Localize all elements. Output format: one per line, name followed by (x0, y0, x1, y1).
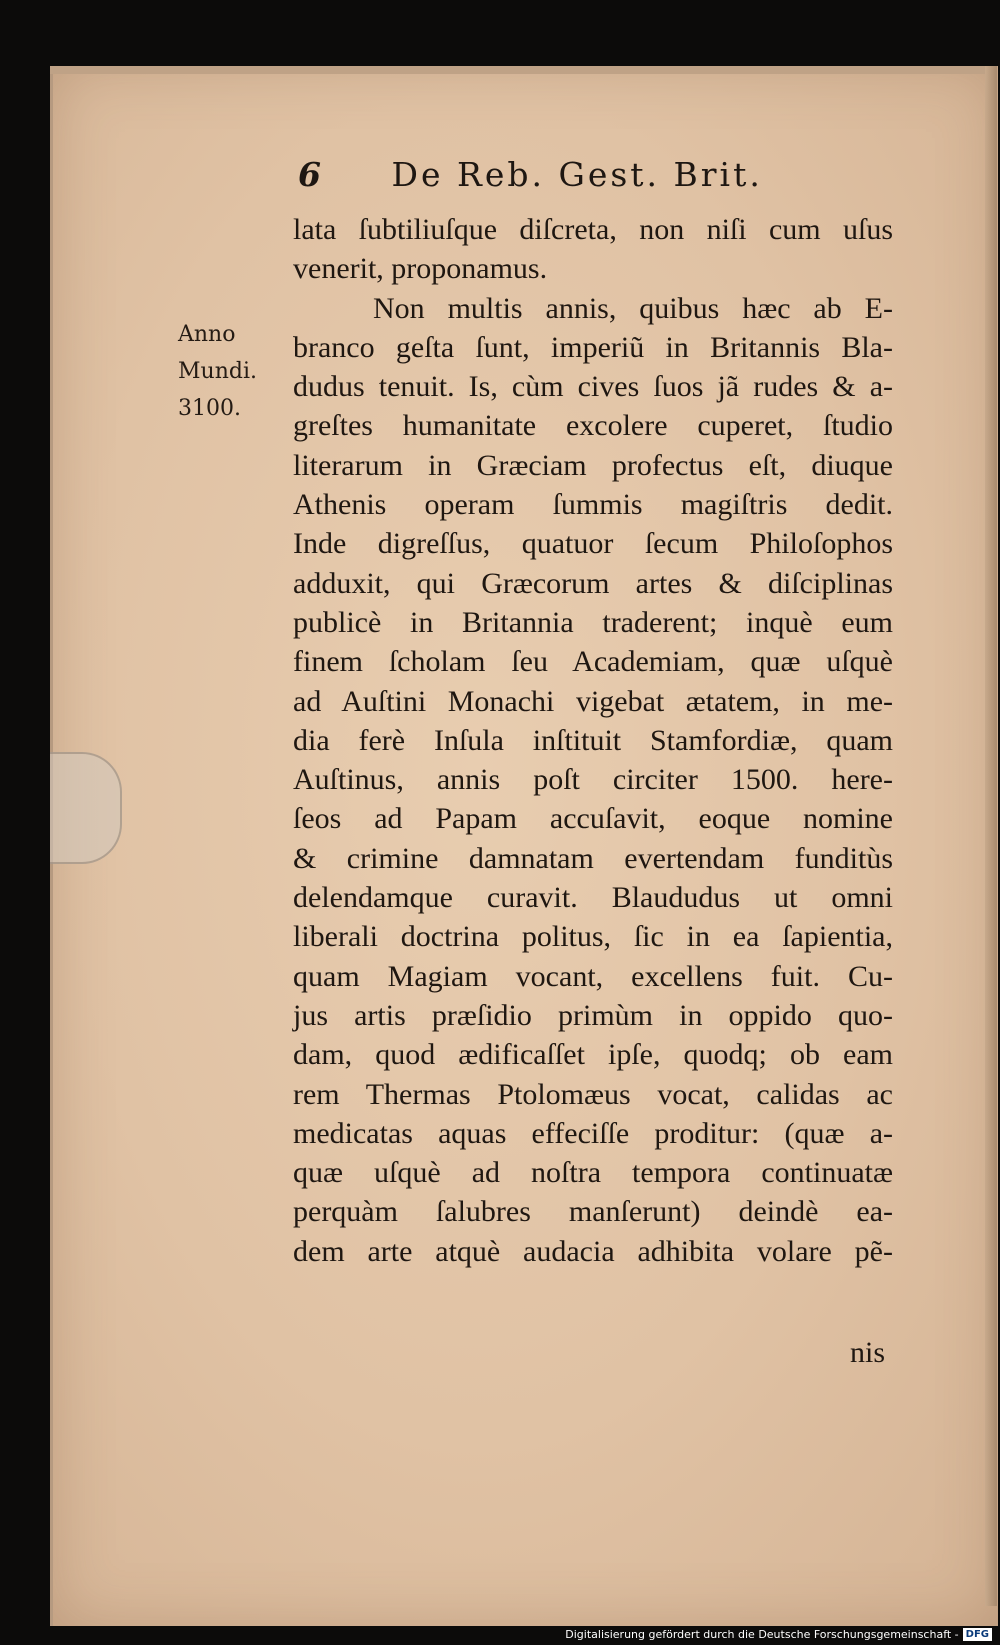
running-title: De Reb. Gest. Brit. (391, 155, 763, 194)
margin-note-line: Mundi. (178, 359, 257, 384)
text-line: dam, quod ædificaſſet ipſe, quodq; ob eam (293, 1038, 893, 1072)
text-line: greſtes humanitate excolere cuperet, ſtudio (293, 409, 893, 443)
text-line: Auſtinus, annis poſt circiter 1500. here- (293, 763, 893, 797)
text-line: publicè in Britannia traderent; inquè eum (293, 605, 893, 639)
text-line: jus artis præſidio primùm in oppido quo- (293, 998, 893, 1032)
page-number: 6 (298, 155, 324, 194)
margin-note-line: Anno (178, 322, 236, 347)
text-line: ad Auſtini Monachi vigebat ætatem, in me- (293, 684, 893, 718)
text-line: quam Magiam vocant, excellens fuit. Cu- (293, 959, 893, 993)
text-line: liberali doctrina politus, ſic in ea ſapientia, (293, 920, 893, 954)
text-line: dia ferè Inſula inſtituit Stamfordiæ, quam (293, 723, 893, 757)
page-right-edge (985, 66, 997, 1606)
catchword: nis (850, 1336, 886, 1369)
text-line: rem Thermas Ptolomæus vocat, calidas ac (293, 1077, 893, 1111)
text-line: Non multis annis, quibus hæc ab E- (373, 291, 893, 325)
body-text (293, 210, 893, 1271)
margin-note (178, 316, 257, 427)
running-header (298, 155, 858, 194)
text-line: delendamque curavit. Blaududus ut omni (293, 881, 893, 915)
text-line: Athenis operam ſummis magiſtris dedit. (293, 488, 893, 522)
text-line: perquàm ſalubres manſerunt) deindè ea- (293, 1195, 893, 1229)
text-line: finem ſcholam ſeu Academiam, quæ uſquè (293, 645, 893, 679)
dfg-logo: DFG (963, 1628, 992, 1641)
page-clip (50, 752, 122, 864)
text-line: ſeos ad Papam accuſavit, eoque nomine (293, 802, 893, 836)
text-line: venerit, proponamus. (293, 252, 548, 286)
text-line: quæ uſquè ad noſtra tempora continuatæ (293, 1156, 893, 1190)
credit-text: Digitalisierung gefördert durch die Deutsche Forschungsgemeinschaft - (565, 1628, 959, 1641)
text-line: adduxit, qui Græcorum artes & diſciplinas (293, 566, 893, 600)
text-line: lata ſubtiliuſque diſcreta, non niſi cum uſus (293, 213, 893, 246)
text-line: Inde digreſſus, quatuor ſecum Philoſophos (293, 527, 893, 561)
text-line: medicatas aquas effeciſſe proditur: (quæ a- (293, 1116, 893, 1150)
digitization-credit (565, 1628, 992, 1641)
text-line: branco geſta ſunt, imperiũ in Britannis Bla- (293, 330, 893, 364)
text-line: & crimine damnatam evertendam funditùs (293, 841, 893, 875)
page-top-edge (50, 66, 995, 74)
text-line: dem arte atquè audacia adhibita volare pẽ- (293, 1234, 893, 1268)
margin-note-line: 3100. (178, 396, 241, 421)
text-line: literarum in Græciam profectus eſt, diuque (293, 448, 893, 482)
text-line: dudus tenuit. Is, cùm cives ſuos jã rudes & a- (293, 370, 893, 404)
